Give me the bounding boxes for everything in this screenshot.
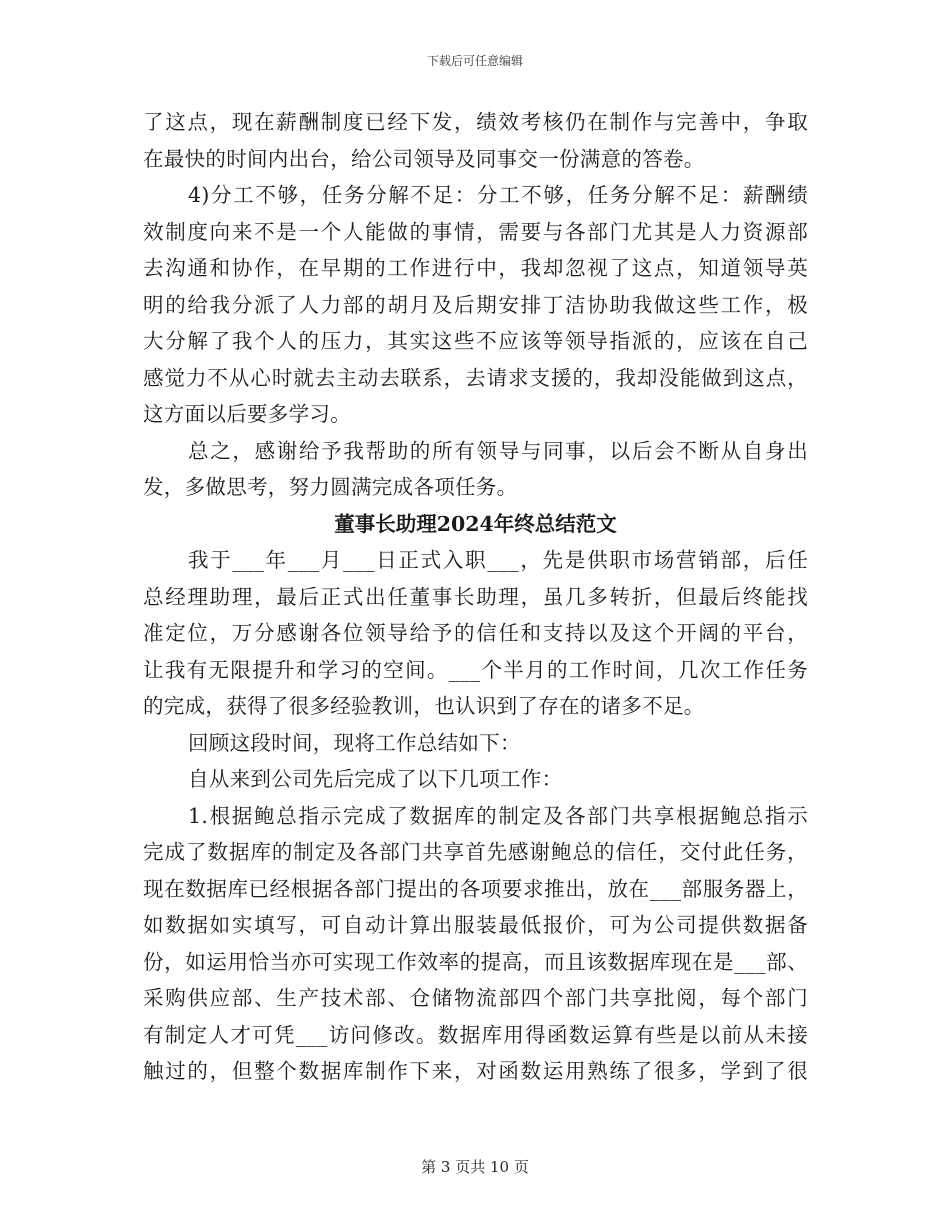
paragraph-line: 准定位，万分感谢各位领导给予的信任和支持以及这个开阔的平台，: [143, 621, 808, 645]
paragraph-line: 大分解了我个人的压力，其实这些不应该等领导指派的，应该在自己: [143, 329, 808, 353]
page-header: 下载后可任意编辑: [426, 54, 523, 68]
paragraph-line: 在最快的时间内出台，给公司领导及同事交一份满意的答卷。: [143, 146, 705, 171]
paragraph-line: 的完成，获得了很多经验教训，也认识到了存在的诸多不足。: [143, 694, 705, 718]
paragraph-line: 去沟通和协作，在早期的工作进行中，我却忽视了这点，知道领导英: [143, 256, 808, 280]
document-body: [143, 104, 808, 1090]
paragraph-line: 我于___年___月___日正式入职___，先是供职市场营销部，后任: [188, 548, 808, 572]
paragraph-line: 让我有无限提升和学习的空间。___个半月的工作时间，几次工作任务: [143, 657, 808, 682]
paragraph-line: 1.根据鲍总指示完成了数据库的制定及各部门共享根据鲍总指示: [188, 803, 808, 828]
paragraph-line: 如数据如实填写，可自动计算出服装最低报价，可为公司提供数据备: [143, 913, 808, 937]
paragraph-line: 这方面以后要多学习。: [143, 402, 351, 426]
paragraph-line: 了这点，现在薪酬制度已经下发，绩效考核仍在制作与完善中，争取: [143, 110, 808, 134]
page-number: 第 3 页共 10 页: [421, 1158, 529, 1176]
paragraph-line: 总之，感谢给予我帮助的所有领导与同事，以后会不断从自身出: [188, 438, 808, 463]
paragraph-line: 采购供应部、生产技术部、仓储物流部四个部门共享批阅，每个部门: [143, 986, 808, 1010]
paragraph-line: 自从来到公司先后完成了以下几项工作：: [188, 767, 563, 791]
paragraph-line: 总经理助理，最后正式出任董事长助理，虽几多转折，但最后终能找: [143, 584, 808, 609]
paragraph-line: 完成了数据库的制定及各部门共享首先感谢鲍总的信任，交付此任务，: [143, 840, 808, 864]
paragraph-line: 触过的，但整个数据库制作下来，对函数运用熟练了很多，学到了很: [143, 1059, 808, 1083]
paragraph-line: 4)分工不够，任务分解不足：分工不够，任务分解不足：薪酬绩: [188, 183, 808, 207]
paragraph-line: 效制度向来不是一个人能做的事情，需要与各部门尤其是人力资源部: [143, 219, 808, 244]
paragraph-line: 发，多做思考，努力圆满完成各项任务。: [143, 475, 518, 499]
section-title: 董事长助理2024年终总结范文: [334, 511, 617, 536]
paragraph-line: 份，如运用恰当亦可实现工作效率的提高，而且该数据库现在是___部、: [143, 949, 808, 974]
paragraph-line: 现在数据库已经根据各部门提出的各项要求推出，放在___部服务器上，: [143, 876, 808, 901]
paragraph-line: 有制定人才可凭___访问修改。数据库用得函数运算有些是以前从未接: [143, 1022, 808, 1047]
paragraph-line: 回顾这段时间，现将工作总结如下：: [188, 730, 521, 755]
paragraph-line: 明的给我分派了人力部的胡月及后期安排丁洁协助我做这些工作，极: [143, 292, 808, 317]
paragraph-line: 感觉力不从心时就去主动去联系，去请求支援的，我却没能做到这点，: [143, 365, 808, 390]
